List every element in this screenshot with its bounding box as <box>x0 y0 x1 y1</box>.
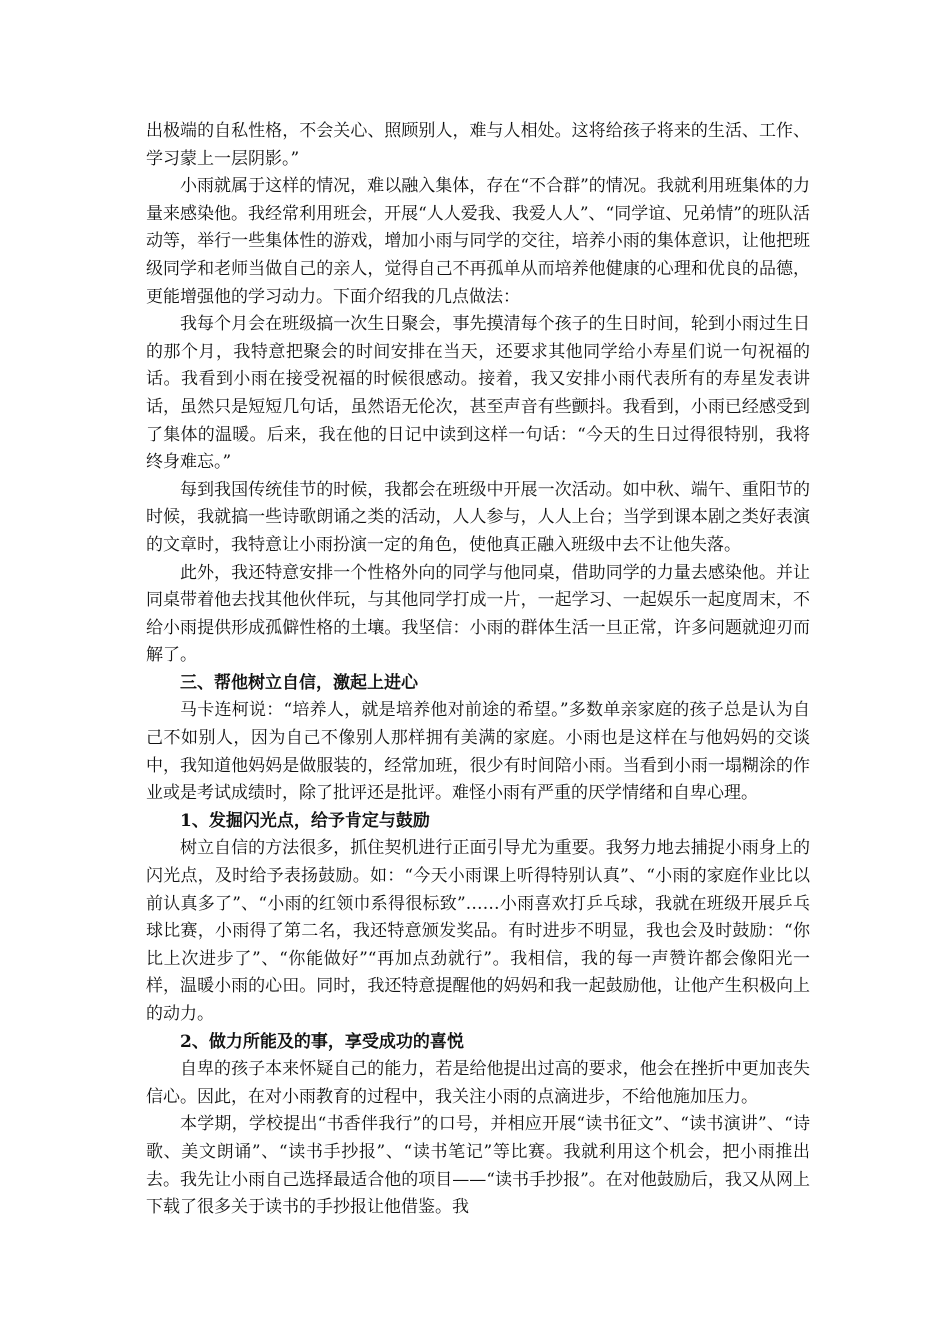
paragraph-bright-spots: 树立自信的方法很多，抓住契机进行正面引导尤为重要。我努力地去捕捉小雨身上的闪光点，及时给予表扬鼓励。如：“今天小雨课上听得特别认真”、“小雨的家庭作业比以前认真多了”、“小雨的红领巾系得很标致”……小雨喜欢打乒乓球，我就在班级开展乒乓球比赛，小雨得了第二名，我还特意颁发奖品。有时进步不明显，我也会及时鼓励：“你比上次进步了”、“你能做好”“再加点劲就行”。我相信，我的每一声赞许都会像阳光一样，温暖小雨的心田。同时，我还特意提醒他的妈妈和我一起鼓励他，让他产生积极向上的动力。 <box>146 838 810 1024</box>
paragraph-makarenko: 马卡连柯说：“培养人，就是培养他对前途的希望。”多数单亲家庭的孩子总是认为自己不如别人，因为自己不像别人那样拥有美满的家庭。小雨也是这样在与他妈妈的交谈中，我知道他妈妈是做服装的，经常加班，很少有时间陪小雨。当看到小雨一塌糊涂的作业或是考试成绩时，除了批评还是批评。难怪小雨有严重的厌学情绪和自卑心理。 <box>146 700 810 804</box>
document-page <box>146 118 810 1222</box>
paragraph-collective-influence: 小雨就属于这样的情况，难以融入集体，存在“不合群”的情况。我就利用班集体的力量来感染他。我经常利用班会，开展“人人爱我、我爱人人”、“同学谊、兄弟情”的班队活动等，举行一些集体性的游戏，增加小雨与同学的交往，培养小雨的集体意识，让他把班级同学和老师当做自己的亲人，觉得自己不再孤单从而培养他健康的心理和优良的品德，更能增强他的学习动力。下面介绍我的几点做法： <box>146 176 810 307</box>
paragraph-continuation: 出极端的自私性格，不会关心、照顾别人，难与人相处。这将给孩子将来的生活、工作、学习蒙上一层阴影。” <box>146 121 810 169</box>
paragraph-reading-activity: 本学期，学校提出“书香伴我行”的口号，并相应开展“读书征文”、“读书演讲”、“诗歌、美文朗诵”、“读书手抄报”、“读书笔记”等比赛。我就利用这个机会，把小雨推出去。我先让小雨自己选择最适合他的项目——“读书手抄报”。在对他鼓励后，我又从网上下载了很多关于读书的手抄报让他借鉴。我 <box>146 1114 810 1218</box>
subheading-1: 1、发掘闪光点，给予肯定与鼓励 <box>180 810 430 831</box>
paragraph-deskmate: 此外，我还特意安排一个性格外向的同学与他同桌，借助同学的力量去感染他。并让同桌带着他去找其他伙伴玩，与其他同学打成一片，一起学习、一起娱乐一起度周末，不给小雨提供形成孤僻性格的土壤。我坚信：小雨的群体生活一旦正常，许多问题就迎刃而解了。 <box>146 562 810 666</box>
paragraph-inferiority: 自卑的孩子本来怀疑自己的能力，若是给他提出过高的要求，他会在挫折中更加丧失信心。因此，在对小雨教育的过程中，我关注小雨的点滴进步，不给他施加压力。 <box>146 1059 810 1107</box>
paragraph-traditional-festivals: 每到我国传统佳节的时候，我都会在班级中开展一次活动。如中秋、端午、重阳节的时候，我就搞一些诗歌朗诵之类的活动，人人参与，人人上台；当学到课本剧之类好表演的文章时，我特意让小雨扮演一定的角色，使他真正融入班级中去不让他失落。 <box>146 479 810 555</box>
section-heading-3: 三、帮他树立自信，激起上进心 <box>180 672 418 693</box>
subheading-2: 2、做力所能及的事，享受成功的喜悦 <box>180 1031 464 1052</box>
paragraph-birthday-party: 我每个月会在班级搞一次生日聚会，事先摸清每个孩子的生日时间，轮到小雨过生日的那个月，我特意把聚会的时间安排在当天，还要求其他同学给小寿星们说一句祝福的话。我看到小雨在接受祝福的时候很感动。接着，我又安排小雨代表所有的寿星发表讲话，虽然只是短短几句话，虽然语无伦次，甚至声音有些颤抖。我看到，小雨已经感受到了集体的温暖。后来，我在他的日记中读到这样一句话：“今天的生日过得很特别，我将终身难忘。” <box>146 314 810 473</box>
